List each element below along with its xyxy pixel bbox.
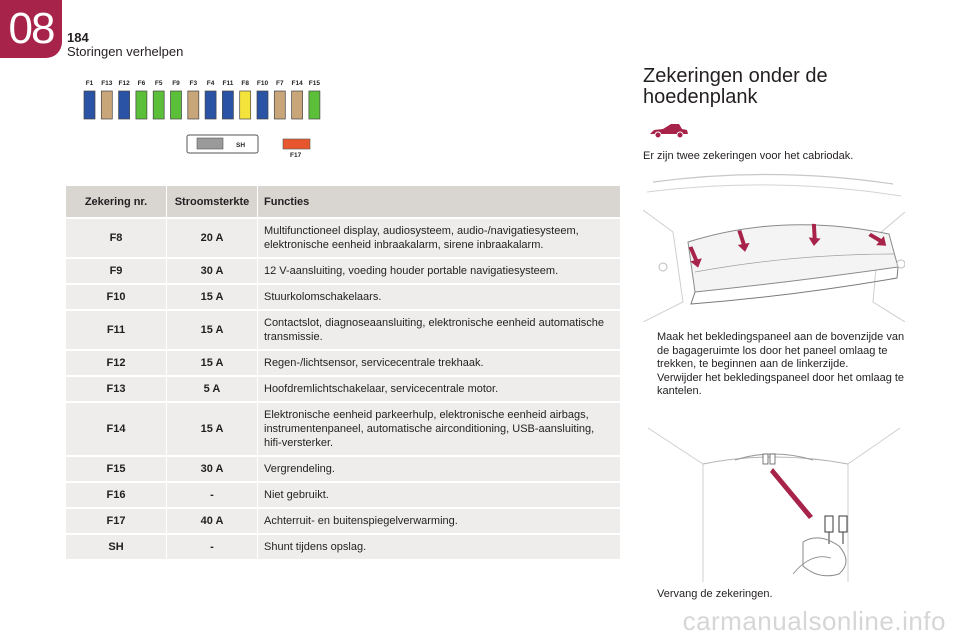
fuse-f4: [205, 91, 216, 119]
amperage-cell: 20 A: [167, 218, 258, 258]
table-row: [66, 350, 621, 376]
fuse-label-f13: F13: [101, 80, 113, 87]
fuse-number-cell: F12: [66, 350, 167, 376]
functions-cell: 12 V-aansluiting, voeding houder portable navigatiesysteem.: [258, 258, 621, 284]
fuse-number-cell: F8: [66, 218, 167, 258]
amperage-cell: 30 A: [167, 258, 258, 284]
fuse-f17: [283, 139, 310, 149]
fuse-f5: [153, 91, 164, 119]
fuse-location-illustration: [643, 424, 905, 582]
table-row: [66, 218, 621, 258]
fuse-row: [84, 80, 320, 119]
section-title: Storingen verhelpen: [67, 44, 184, 59]
instruction-step: [643, 588, 773, 600]
fuse-f1: [84, 91, 95, 119]
fuse-f11: [222, 91, 233, 119]
amperage-cell: -: [167, 534, 258, 559]
table-row: [66, 376, 621, 402]
fuse-f14: [292, 91, 303, 119]
amperage-cell: 15 A: [167, 350, 258, 376]
page-number: 184: [67, 30, 89, 45]
instruction-step: [643, 331, 905, 372]
fuse-number-cell: F10: [66, 284, 167, 310]
convertible-car-icon: [649, 120, 689, 140]
fuse-f6: [136, 91, 147, 119]
fuse-f17-label: F17: [290, 152, 302, 159]
fuse-label-f10: F10: [256, 80, 269, 87]
amperage-cell: 5 A: [167, 376, 258, 402]
amperage-cell: 30 A: [167, 456, 258, 482]
fuse-f8: [240, 91, 251, 119]
table-row: [66, 456, 621, 482]
functions-cell: Elektronische eenheid parkeerhulp, elektronische eenheid airbags, instrumentenpaneel, automatische airconditioning, USB-aansluiting, hifi-versterker.: [258, 402, 621, 456]
amperage-cell: -: [167, 482, 258, 508]
fuse-f3: [188, 91, 199, 119]
fuse-number-cell: F17: [66, 508, 167, 534]
header-amperage: Stroomsterkte: [167, 186, 258, 218]
fuse-f13: [101, 91, 112, 119]
fuse-label-f6: F6: [137, 80, 146, 87]
table-row: [66, 534, 621, 559]
functions-cell: Vergrendeling.: [258, 456, 621, 482]
fuse-f15: [309, 91, 320, 119]
functions-cell: Shunt tijdens opslag.: [258, 534, 621, 559]
functions-cell: Achterruit- en buitenspiegelverwarming.: [258, 508, 621, 534]
fuse-label-f5: F5: [154, 80, 163, 87]
table-header-row: [66, 186, 621, 218]
table-row: [66, 310, 621, 350]
instruction-text: Vervang de zekeringen.: [657, 588, 773, 600]
functions-cell: Regen-/lichtsensor, servicecentrale trekhaak.: [258, 350, 621, 376]
table-row: [66, 284, 621, 310]
functions-cell: Multifunctioneel display, audiosysteem, audio-/navigatiesysteem, elektronische eenheid inbraakalarm, sirene inbraakalarm.: [258, 218, 621, 258]
header-functions: Functies: [258, 186, 621, 218]
fuse-label-f4: F4: [206, 80, 215, 87]
parcel-shelf-illustration: [643, 172, 905, 322]
fuse-label-f1: F1: [85, 80, 94, 87]
fuse-number-cell: SH: [66, 534, 167, 559]
table-row: [66, 402, 621, 456]
functions-cell: Contactslot, diagnoseaansluiting, elektronische eenheid automatische transmissie.: [258, 310, 621, 350]
intro-text: Er zijn twee zekeringen voor het cabriodak.: [643, 150, 854, 162]
fuse-f10: [257, 91, 268, 119]
fuse-label-f9: F9: [172, 80, 180, 87]
amperage-cell: 40 A: [167, 508, 258, 534]
chapter-tab: 08: [0, 0, 62, 58]
instruction-list: [643, 331, 905, 399]
fuse-label-f15: F15: [308, 80, 321, 87]
table-row: [66, 258, 621, 284]
fuse-f12: [119, 91, 130, 119]
fuse-label-f3: F3: [189, 80, 198, 87]
fuse-number-cell: F11: [66, 310, 167, 350]
amperage-cell: 15 A: [167, 402, 258, 456]
instruction-text: Maak het bekledingspaneel aan de bovenzijde van de bagageruimte los door het paneel omlaag te trekken, te beginnen aan de linkerzijde.: [657, 331, 905, 370]
instruction-text: Verwijder het bekledingspaneel door het omlaag te kantelen.: [657, 371, 905, 397]
fuse-number-cell: F13: [66, 376, 167, 402]
fuse-number-cell: F14: [66, 402, 167, 456]
fuse-f9: [171, 91, 182, 119]
amperage-cell: 15 A: [167, 310, 258, 350]
fuse-number-cell: F15: [66, 456, 167, 482]
fuse-label-f8: F8: [241, 80, 249, 87]
watermark: carmanualsonline.info: [682, 606, 946, 636]
section-heading: Zekeringen onder de hoedenplank: [643, 65, 828, 108]
fuse-number-cell: F9: [66, 258, 167, 284]
final-instruction: [643, 588, 773, 600]
fuse-box-diagram: [80, 76, 340, 162]
shunt-body: [197, 138, 223, 149]
table-row: [66, 508, 621, 534]
fuse-f7: [274, 91, 285, 119]
header-fuse-number: Zekering nr.: [66, 186, 167, 218]
fuse-table: [66, 186, 621, 559]
instruction-step: [643, 372, 905, 399]
functions-cell: Hoofdremlichtschakelaar, servicecentrale motor.: [258, 376, 621, 402]
fuse-label-f11: F11: [222, 80, 234, 87]
functions-cell: Niet gebruikt.: [258, 482, 621, 508]
fuse-label-f14: F14: [291, 80, 303, 87]
table-body: [66, 218, 621, 559]
shunt-label: SH: [236, 142, 246, 149]
amperage-cell: 15 A: [167, 284, 258, 310]
fuse-number-cell: F16: [66, 482, 167, 508]
functions-cell: Stuurkolomschakelaars.: [258, 284, 621, 310]
fuse-label-f7: F7: [276, 80, 284, 87]
table-row: [66, 482, 621, 508]
fuse-label-f12: F12: [118, 80, 130, 87]
